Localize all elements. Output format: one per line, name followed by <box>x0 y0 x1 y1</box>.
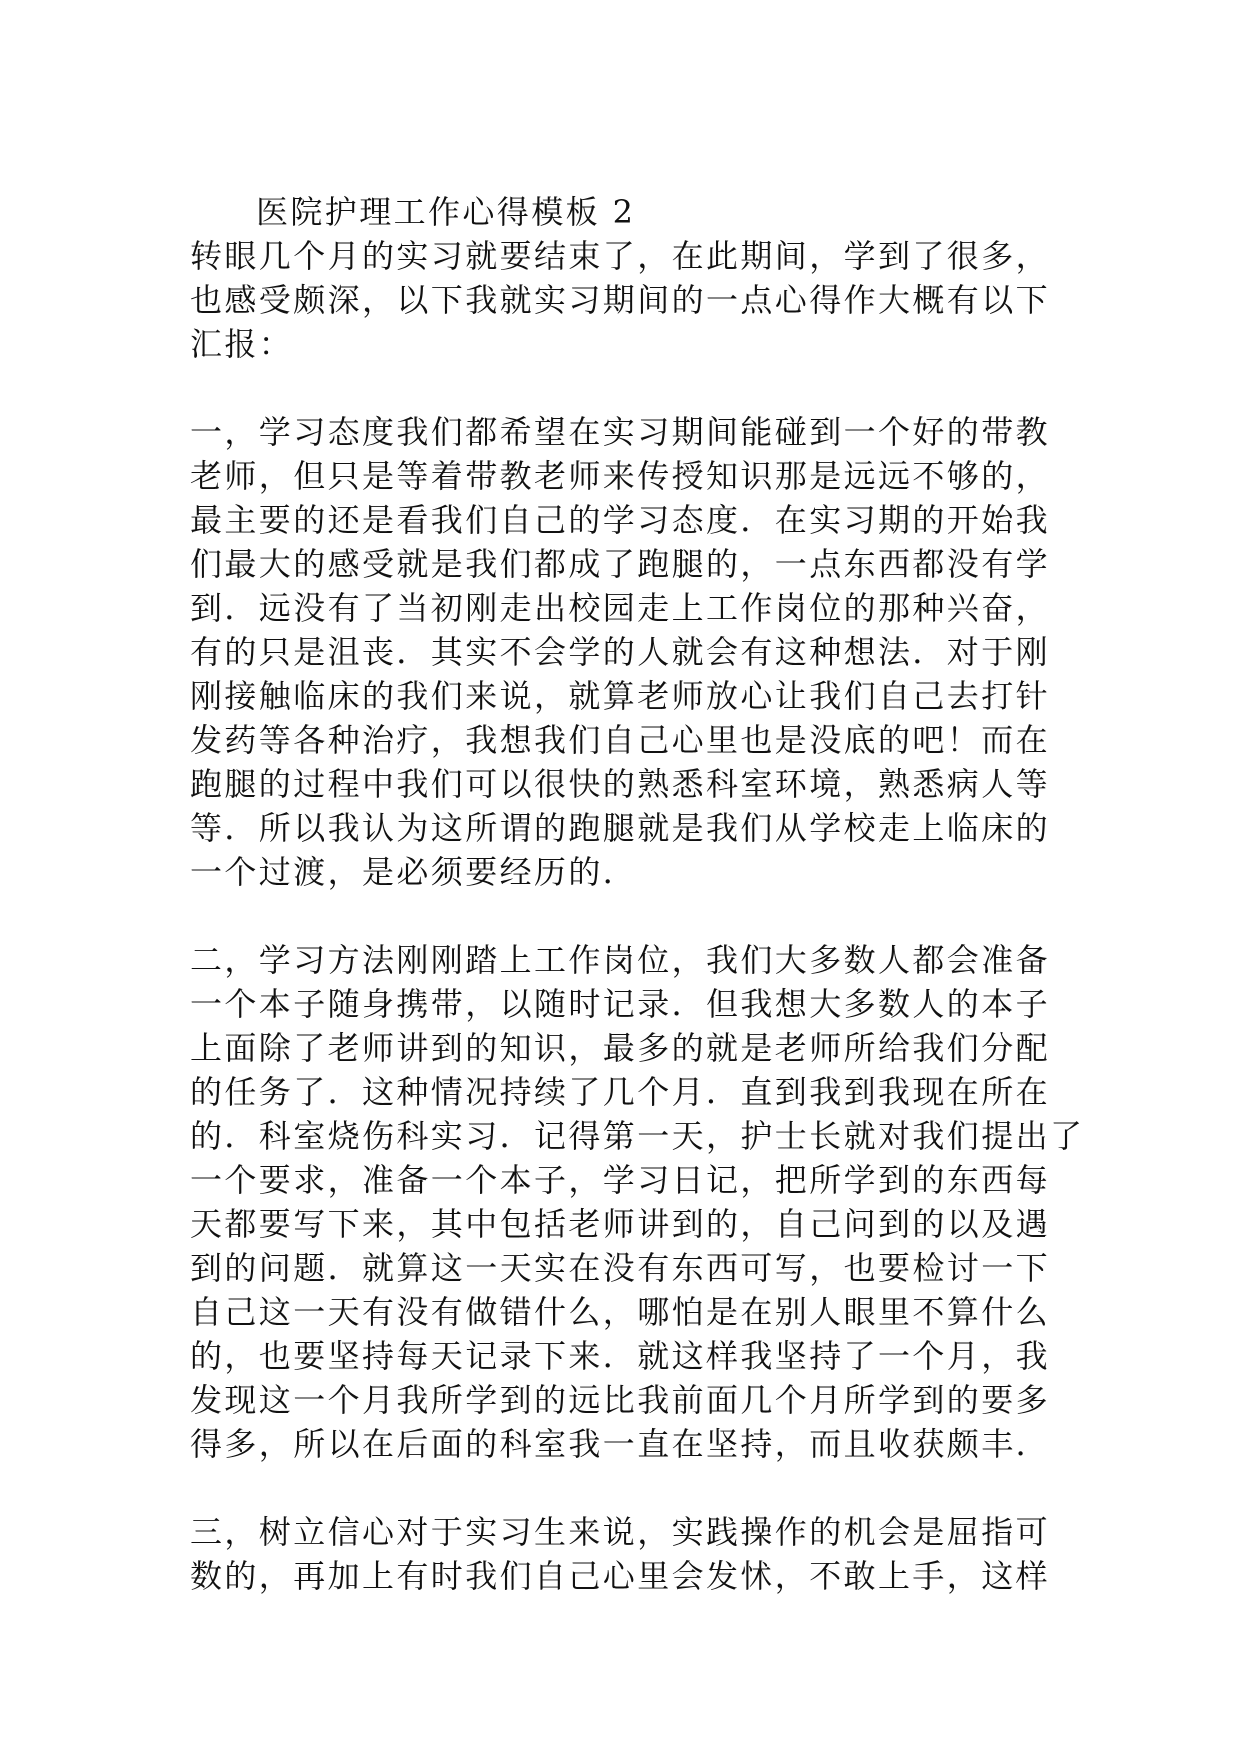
paragraph-line: 老师，但只是等着带教老师来传授知识那是远远不够的， <box>190 457 1051 495</box>
paragraph-line: 发药等各种治疗，我想我们自己心里也是没底的吧！而在 <box>190 721 1051 759</box>
paragraph-line: 到的问题．就算这一天实在没有东西可写，也要检讨一下 <box>190 1249 1051 1287</box>
paragraph-line: 的．科室烧伤科实习．记得第一天，护士长就对我们提出了 <box>190 1117 1085 1155</box>
section-2-paragraph <box>190 938 1085 1466</box>
paragraph-line: 得多，所以在后面的科室我一直在坚持，而且收获颇丰． <box>190 1425 1051 1463</box>
paragraph-line: 一个要求，准备一个本子，学习日记，把所学到的东西每 <box>190 1161 1051 1199</box>
paragraph-line: 数的，再加上有时我们自己心里会发怵，不敢上手，这样 <box>190 1557 1051 1595</box>
paragraph-line: 二，学习方法刚刚踏上工作岗位，我们大多数人都会准备 <box>190 941 1051 979</box>
paragraph-spacer <box>190 366 1030 410</box>
paragraph-line: 上面除了老师讲到的知识，最多的就是老师所给我们分配 <box>190 1029 1051 1067</box>
paragraph-line: 自己这一天有没有做错什么，哪怕是在别人眼里不算什么 <box>190 1293 1051 1331</box>
document-title: 医院护理工作心得模板 2 <box>256 193 636 231</box>
paragraph-line: 刚接触临床的我们来说，就算老师放心让我们自己去打针 <box>190 677 1051 715</box>
section-1-paragraph <box>190 410 1051 894</box>
paragraph-line: 发现这一个月我所学到的远比我前面几个月所学到的要多 <box>190 1381 1051 1419</box>
paragraph-line: 有的只是沮丧．其实不会学的人就会有这种想法．对于刚 <box>190 633 1051 671</box>
paragraph-line: 汇报： <box>190 325 294 363</box>
paragraph-line: 到．远没有了当初刚走出校园走上工作岗位的那种兴奋， <box>190 589 1051 627</box>
paragraph-line: 也感受颇深，以下我就实习期间的一点心得作大概有以下 <box>190 281 1051 319</box>
paragraph-line: 三，树立信心对于实习生来说，实践操作的机会是屈指可 <box>190 1513 1051 1551</box>
paragraph-line: 最主要的还是看我们自己的学习态度．在实习期的开始我 <box>190 501 1051 539</box>
paragraph-line: 跑腿的过程中我们可以很快的熟悉科室环境，熟悉病人等 <box>190 765 1051 803</box>
paragraph-spacer <box>190 1466 1030 1510</box>
paragraph-line: 们最大的感受就是我们都成了跑腿的，一点东西都没有学 <box>190 545 1051 583</box>
section-3-paragraph <box>190 1510 1051 1598</box>
paragraph-line: 一个过渡，是必须要经历的． <box>190 853 638 891</box>
paragraph-line: 一个本子随身携带，以随时记录．但我想大多数人的本子 <box>190 985 1051 1023</box>
paragraph-line: 一，学习态度我们都希望在实习期间能碰到一个好的带教 <box>190 413 1051 451</box>
paragraph-spacer <box>190 894 1030 938</box>
intro-paragraph <box>190 234 1051 366</box>
paragraph-line: 天都要写下来，其中包括老师讲到的，自己问到的以及遇 <box>190 1205 1051 1243</box>
paragraph-line: 等．所以我认为这所谓的跑腿就是我们从学校走上临床的 <box>190 809 1051 847</box>
paragraph-line: 的，也要坚持每天记录下来．就这样我坚持了一个月，我 <box>190 1337 1051 1375</box>
document-body <box>190 190 1085 1598</box>
paragraph-line: 的任务了．这种情况持续了几个月．直到我到我现在所在 <box>190 1073 1051 1111</box>
paragraph-line: 转眼几个月的实习就要结束了，在此期间，学到了很多， <box>190 237 1051 275</box>
